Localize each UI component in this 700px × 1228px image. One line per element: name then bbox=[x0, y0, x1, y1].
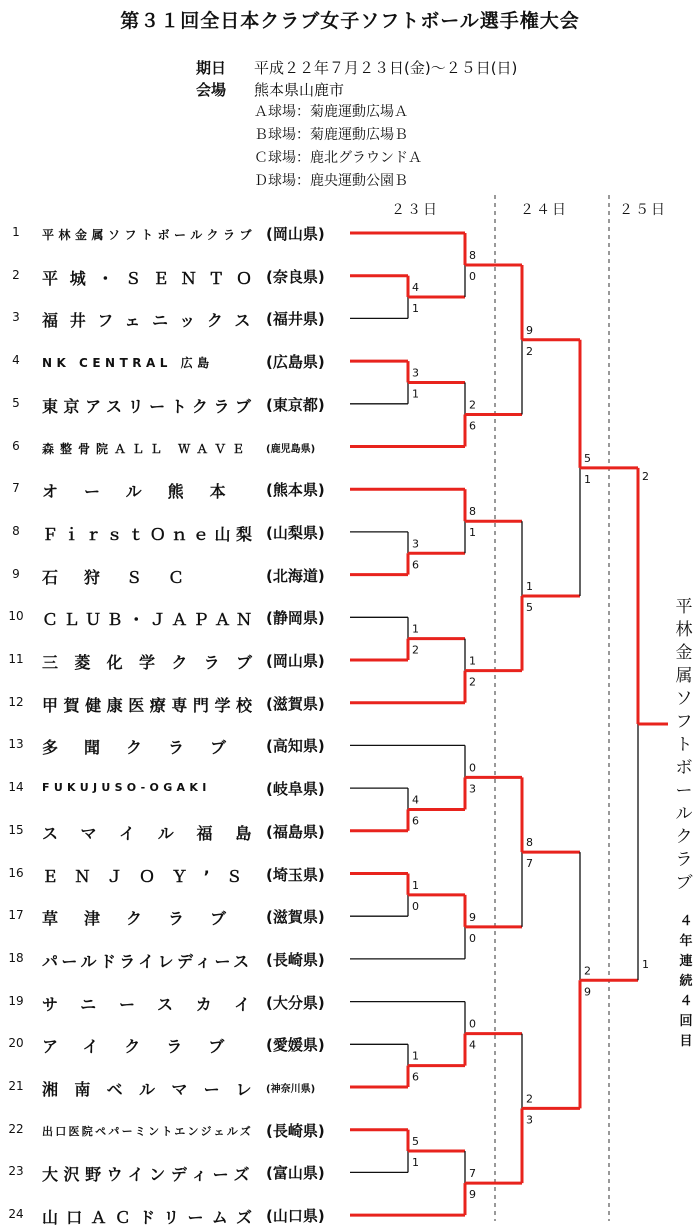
score-label: 1 bbox=[469, 654, 476, 668]
score-label: 2 bbox=[469, 675, 476, 689]
team-prefecture: (奈良県) bbox=[266, 267, 325, 286]
score-label: 2 bbox=[469, 398, 476, 412]
score-label: 6 bbox=[469, 419, 476, 433]
team-number: 20 bbox=[8, 1036, 24, 1051]
score-label: 2 bbox=[642, 470, 649, 483]
champion-char: 属 bbox=[675, 666, 693, 686]
note-char: 続 bbox=[679, 974, 693, 989]
score-label: 9 bbox=[584, 985, 591, 999]
venue-value: 熊本県山鹿市 bbox=[254, 81, 345, 99]
score-label: 8 bbox=[526, 836, 533, 850]
team-prefecture: (岡山県) bbox=[266, 652, 325, 670]
field-d: Ｄ球場：鹿央運動公園Ｂ bbox=[254, 173, 408, 189]
note-char: ４ bbox=[679, 994, 693, 1009]
team-name: アイクラブ bbox=[42, 1037, 251, 1057]
team-prefecture: (熊本県) bbox=[266, 481, 325, 500]
score-label: 1 bbox=[584, 472, 591, 486]
team-number: 7 bbox=[12, 481, 20, 496]
score-label: 3 bbox=[526, 1113, 533, 1127]
team-name: 大沢野ウインディーズ bbox=[42, 1165, 255, 1185]
champion-char: 平 bbox=[675, 597, 693, 617]
team-number: 6 bbox=[12, 438, 20, 453]
team-number: 23 bbox=[8, 1164, 24, 1179]
score-label: 2 bbox=[412, 643, 419, 657]
champion-char: 林 bbox=[675, 620, 693, 640]
team-number: 10 bbox=[8, 609, 24, 624]
note-char: 回 bbox=[679, 1014, 693, 1029]
team-name: ＣＬＵＢ・ＪＡＰＡＮ bbox=[42, 610, 258, 630]
note-char: ４ bbox=[679, 914, 693, 929]
team-number: 11 bbox=[8, 652, 24, 666]
score-label: 5 bbox=[412, 1135, 419, 1149]
score-label: 0 bbox=[469, 1017, 476, 1031]
score-label: 9 bbox=[526, 323, 533, 337]
team-prefecture: (福井県) bbox=[266, 310, 325, 329]
score-label: 3 bbox=[469, 782, 476, 796]
team-number: 4 bbox=[12, 353, 20, 368]
team-name: FUKUJUSO-OGAKI bbox=[42, 781, 211, 795]
score-label: 4 bbox=[469, 1038, 476, 1052]
score-label: 1 bbox=[412, 1049, 419, 1063]
score-label: 6 bbox=[412, 1070, 419, 1084]
period-value: 平成２２年７月２３日(金)～２５日(日) bbox=[254, 59, 518, 77]
team-prefecture: (高知県) bbox=[266, 737, 325, 756]
team-name: 石狩ＳＣ bbox=[42, 567, 211, 587]
score-label: 6 bbox=[412, 558, 419, 572]
team-number: 5 bbox=[12, 395, 20, 410]
champion-char: フ bbox=[675, 712, 693, 732]
team-name: スマイル福島 bbox=[42, 823, 275, 843]
team-name: 東京アスリートクラブ bbox=[42, 396, 257, 416]
note-char: 目 bbox=[679, 1034, 693, 1049]
team-number: 14 bbox=[8, 780, 24, 795]
team-prefecture: (富山県) bbox=[266, 1164, 325, 1183]
venue-label: 会場 bbox=[196, 81, 227, 99]
score-label: 6 bbox=[412, 814, 419, 828]
score-label: 2 bbox=[526, 344, 533, 358]
period-label: 期日 bbox=[196, 59, 227, 77]
score-label: 3 bbox=[412, 366, 419, 380]
team-number: 2 bbox=[12, 267, 20, 282]
score-label: 4 bbox=[412, 793, 419, 807]
champion-char: 金 bbox=[675, 643, 693, 663]
team-number: 8 bbox=[12, 523, 20, 538]
team-prefecture: (北海道) bbox=[266, 566, 325, 585]
day-23: ２３日 bbox=[391, 202, 439, 218]
team-prefecture: (埼玉県) bbox=[266, 865, 325, 884]
team-name: 甲賀健康医療専門学校 bbox=[42, 695, 258, 715]
team-name: 草津クラブ bbox=[42, 909, 253, 929]
team-prefecture: (岡山県) bbox=[266, 225, 325, 243]
score-label: 1 bbox=[412, 622, 419, 636]
team-number: 9 bbox=[12, 566, 20, 581]
score-label: 9 bbox=[469, 1188, 476, 1202]
note-char: 年 bbox=[679, 934, 693, 949]
score-label: 8 bbox=[469, 505, 476, 519]
champion-char: ラ bbox=[675, 850, 693, 870]
team-name: 福井フェニックス bbox=[42, 311, 263, 331]
team-number: 15 bbox=[8, 822, 24, 837]
score-label: 1 bbox=[412, 1156, 419, 1170]
score-label: 8 bbox=[469, 249, 476, 263]
team-name: オール熊本 bbox=[42, 482, 252, 502]
team-prefecture: (岐阜県) bbox=[266, 780, 325, 799]
score-label: 1 bbox=[642, 958, 649, 971]
day-25: ２５日 bbox=[619, 202, 667, 218]
score-label: 0 bbox=[412, 899, 419, 913]
field-a: Ａ球場：菊鹿運動広場Ａ bbox=[254, 104, 408, 120]
team-name: 三菱化学クラブ bbox=[42, 653, 269, 672]
team-prefecture: (大分県) bbox=[266, 993, 325, 1012]
team-name: 平林金属ソフトボールクラブ bbox=[42, 228, 257, 242]
champion-char: ボ bbox=[675, 758, 693, 778]
team-prefecture: (福島県) bbox=[266, 822, 325, 841]
team-number: 19 bbox=[8, 993, 24, 1008]
team-number: 1 bbox=[12, 225, 20, 239]
score-label: 7 bbox=[469, 1167, 476, 1181]
team-number: 24 bbox=[8, 1207, 24, 1222]
champion-char: ク bbox=[675, 827, 693, 847]
team-name: 山口ＡＣドリームズ bbox=[42, 1208, 261, 1228]
team-prefecture: (長崎県) bbox=[266, 950, 325, 969]
team-number: 12 bbox=[8, 694, 24, 709]
field-c: Ｃ球場：鹿北グラウンドＡ bbox=[254, 150, 422, 166]
score-label: 0 bbox=[469, 761, 476, 775]
team-name: 平城・ＳＥＮＴＯ bbox=[42, 268, 264, 288]
champion-char: ル bbox=[675, 804, 693, 824]
team-name: ＦｉｒｓｔＯｎｅ山梨 bbox=[42, 524, 258, 544]
team-prefecture: (山梨県) bbox=[266, 523, 325, 542]
team-number: 17 bbox=[8, 908, 24, 923]
score-label: 1 bbox=[412, 387, 419, 401]
team-prefecture: (鹿児島県) bbox=[266, 443, 316, 455]
score-label: 0 bbox=[469, 931, 476, 945]
team-prefecture: (滋賀県) bbox=[266, 694, 325, 713]
note-char: 連 bbox=[679, 954, 693, 969]
team-prefecture: (神奈川県) bbox=[266, 1084, 316, 1095]
score-label: 1 bbox=[469, 526, 476, 540]
champion-char: ト bbox=[675, 735, 693, 755]
team-number: 13 bbox=[8, 737, 24, 752]
team-prefecture: (山口県) bbox=[266, 1207, 325, 1226]
score-label: 0 bbox=[469, 270, 476, 284]
team-name: パールドライレディース bbox=[42, 951, 253, 971]
score-label: 4 bbox=[412, 281, 419, 295]
team-prefecture: (長崎県) bbox=[266, 1121, 325, 1140]
score-label: 3 bbox=[412, 537, 419, 551]
score-label: 1 bbox=[412, 878, 419, 892]
day-24: ２４日 bbox=[520, 202, 568, 218]
champion-char: ー bbox=[675, 781, 693, 801]
score-label: 5 bbox=[526, 600, 533, 614]
team-name: 出口医院ペパーミントエンジェルズ bbox=[42, 1124, 254, 1138]
score-label: 5 bbox=[584, 451, 591, 465]
team-prefecture: (滋賀県) bbox=[266, 908, 325, 927]
team-name: 湘南ベルマーレ bbox=[42, 1080, 269, 1099]
team-number: 18 bbox=[8, 950, 24, 965]
field-b: Ｂ球場：菊鹿運動広場Ｂ bbox=[254, 127, 408, 143]
team-name: NK CENTRAL 広島 bbox=[42, 356, 214, 371]
team-number: 16 bbox=[8, 865, 24, 880]
team-number: 22 bbox=[8, 1121, 24, 1136]
team-number: 21 bbox=[8, 1079, 24, 1093]
team-number: 3 bbox=[12, 310, 20, 325]
team-name: 森整骨院ＡＬＬ ＷＡＶＥ bbox=[42, 441, 251, 456]
champion-char: ソ bbox=[675, 689, 693, 709]
page-title: 第３１回全日本クラブ女子ソフトボール選手権大会 bbox=[120, 10, 580, 32]
score-label: 1 bbox=[412, 302, 419, 316]
score-label: 1 bbox=[526, 579, 533, 593]
team-name: サニースカイ bbox=[42, 994, 273, 1014]
team-prefecture: (愛媛県) bbox=[266, 1036, 325, 1055]
team-name: 多聞クラブ bbox=[42, 738, 253, 758]
score-label: 9 bbox=[469, 910, 476, 924]
champion-char: ブ bbox=[675, 873, 693, 893]
team-name: ＥＮＪＯＹ’Ｓ bbox=[42, 866, 259, 886]
score-label: 2 bbox=[526, 1092, 533, 1106]
team-prefecture: (広島県) bbox=[266, 353, 325, 372]
team-prefecture: (静岡県) bbox=[266, 609, 325, 628]
score-label: 7 bbox=[526, 857, 533, 871]
team-prefecture: (東京都) bbox=[266, 395, 325, 414]
score-label: 2 bbox=[584, 964, 591, 978]
